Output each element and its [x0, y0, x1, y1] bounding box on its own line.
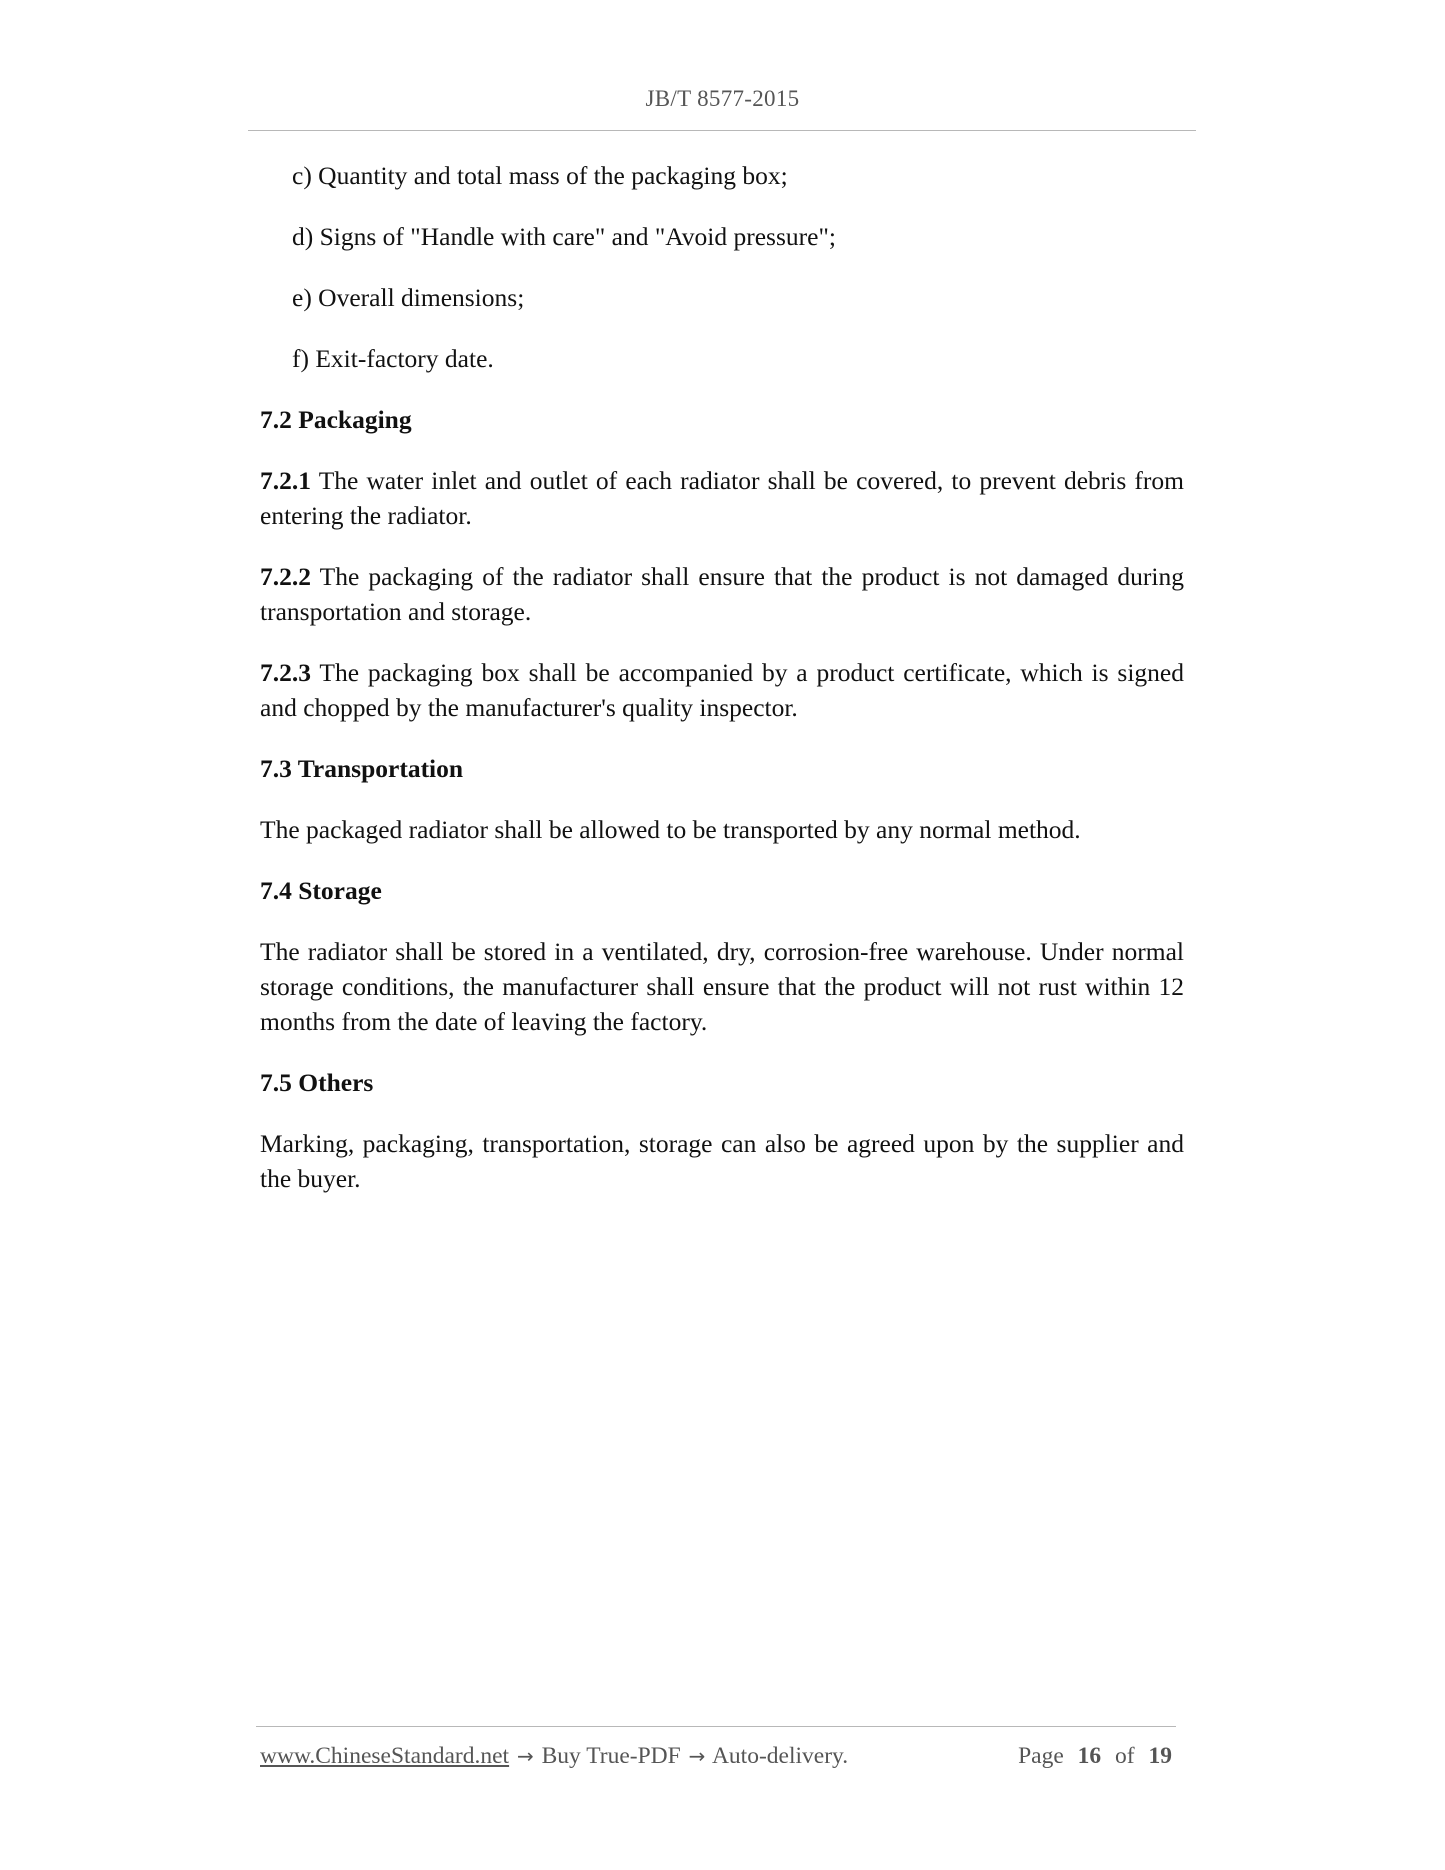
current-page-number: 16 — [1077, 1743, 1102, 1769]
clause-7-2-1 — [260, 463, 1184, 533]
section-heading-packaging: 7.2 Packaging — [260, 405, 412, 434]
clause-number: 7.2.1 — [260, 466, 311, 495]
clause-text: The packaging of the radiator shall ensure that the product is not damaged during transportation and storage. — [260, 562, 1184, 626]
footer-divider — [256, 1726, 1176, 1727]
arrow-right-icon: → — [688, 1744, 706, 1768]
arrow-right-icon: → — [516, 1744, 534, 1768]
section-heading-transportation: 7.3 Transportation — [260, 754, 464, 783]
page-label: Page — [1018, 1743, 1064, 1769]
total-page-number: 19 — [1148, 1743, 1172, 1769]
section-heading-storage: 7.4 Storage — [260, 876, 382, 905]
others-paragraph: Marking, packaging, transportation, storage can also be agreed upon by the supplier and the buyer. — [260, 1129, 1184, 1193]
clause-7-2-2 — [260, 559, 1184, 629]
website-link[interactable]: www.ChineseStandard.net — [260, 1743, 510, 1769]
storage-paragraph: The radiator shall be stored in a ventilated, dry, corrosion-free warehouse. Under normal storage conditions, the manufacturer shall ensure that the product will not rust within 12 months from the date of leaving the factory. — [260, 937, 1184, 1036]
list-item-d: d) Signs of "Handle with care" and "Avoid pressure"; — [292, 222, 836, 251]
of-label: of — [1115, 1743, 1135, 1769]
clause-text: The water inlet and outlet of each radiator shall be covered, to prevent debris from entering the radiator. — [260, 466, 1184, 530]
list-item-c: c) Quantity and total mass of the packaging box; — [292, 161, 788, 190]
transportation-paragraph: The packaged radiator shall be allowed to be transported by any normal method. — [260, 815, 1081, 844]
document-body — [260, 158, 1184, 1222]
buy-true-pdf-text: Buy True-PDF — [541, 1743, 681, 1769]
document-code-header: JB/T 8577-2015 — [645, 86, 800, 111]
list-item-f: f) Exit-factory date. — [292, 344, 494, 373]
list-item-e: e) Overall dimensions; — [292, 283, 525, 312]
clause-number: 7.2.2 — [260, 562, 311, 591]
header-divider — [248, 130, 1196, 131]
footer-promo — [260, 1743, 848, 1770]
clause-text: The packaging box shall be accompanied by a product certificate, which is signed and chopped by the manufacturer's quality inspector. — [260, 658, 1184, 722]
page-indicator — [1018, 1743, 1172, 1770]
auto-delivery-text: Auto-delivery. — [711, 1743, 849, 1769]
clause-number: 7.2.3 — [260, 658, 311, 687]
section-heading-others: 7.5 Others — [260, 1068, 374, 1097]
clause-7-2-3 — [260, 655, 1184, 725]
